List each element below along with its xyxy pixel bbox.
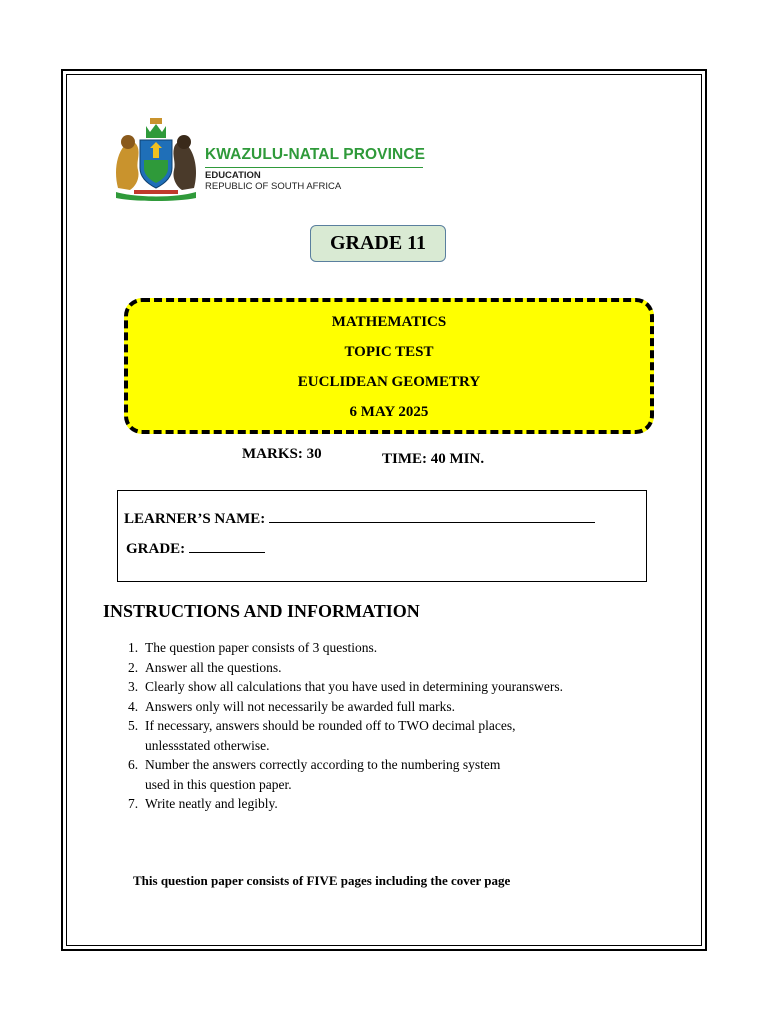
- learner-name-field[interactable]: [269, 522, 595, 523]
- instructions-heading: INSTRUCTIONS AND INFORMATION: [103, 601, 420, 621]
- list-item: 6. Number the answers correctly according to the numbering system used in this question paper.: [128, 757, 501, 792]
- list-item: 1. The question paper consists of 3 questions.: [128, 640, 378, 655]
- marks-label: MARKS: 30: [242, 446, 322, 462]
- test-date: 6 MAY 2025: [349, 404, 429, 420]
- country-name: REPUBLIC OF SOUTH AFRICA: [205, 181, 342, 192]
- list-item: 2. Answer all the questions.: [128, 659, 282, 675]
- test-type: TOPIC TEST: [344, 344, 434, 360]
- learner-grade-label: GRADE:: [126, 541, 186, 557]
- learner-grade-field[interactable]: [189, 552, 265, 553]
- title-box: [124, 298, 654, 434]
- learner-details-box: [117, 490, 647, 582]
- time-label: TIME: 40 MIN.: [382, 451, 485, 467]
- page-count-note: This question paper consists of FIVE pages including the cover page: [133, 873, 511, 888]
- grade-badge: GRADE 11: [310, 225, 446, 262]
- learner-grade-row: [126, 541, 265, 558]
- learner-name-label: LEARNER’S NAME:: [124, 511, 266, 527]
- list-item: 7. Write neatly and legibly.: [128, 796, 278, 811]
- province-header: [205, 146, 425, 192]
- subject-title: MATHEMATICS: [331, 314, 447, 330]
- topic-title: EUCLIDEAN GEOMETRY: [297, 374, 481, 390]
- province-name: KWAZULU-NATAL PROVINCE: [205, 146, 426, 163]
- learner-name-row: [124, 511, 595, 528]
- coat-of-arms-icon: [110, 118, 202, 202]
- list-item: 4. Answers only will not necessarily be awarded full marks.: [128, 698, 456, 714]
- department-name: EDUCATION: [205, 170, 261, 181]
- instructions-list: [128, 638, 563, 814]
- list-item: 3. Clearly show all calculations that you have used in determining youranswers.: [128, 679, 564, 694]
- province-rule: [205, 167, 423, 168]
- list-item: 5. If necessary, answers should be rounded off to TWO decimal places, unlessstated otherwise.: [128, 718, 516, 753]
